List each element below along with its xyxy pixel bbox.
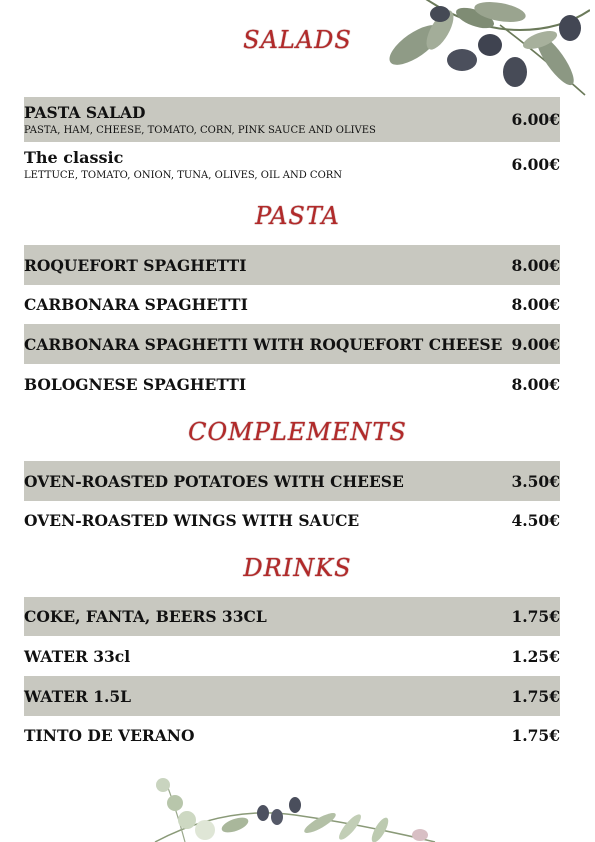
item-price: 8.00€ <box>511 374 560 394</box>
item-name: The classic <box>24 148 124 167</box>
item-name: TINTO DE VERANO <box>24 726 195 745</box>
item-name: CARBONARA SPAGHETTI WITH ROQUEFORT CHEESE <box>24 334 503 354</box>
item-price: 8.00€ <box>511 255 560 275</box>
menu-item-oven-potatoes <box>24 461 560 501</box>
item-description: LETTUCE, TOMATO, ONION, TUNA, OLIVES, OIL AND CORN <box>24 170 343 181</box>
section-title-complements: COMPLEMENTS <box>188 418 407 446</box>
item-name: COKE, FANTA, BEERS 33CL <box>24 607 267 626</box>
item-price: 6.00€ <box>511 155 560 174</box>
item-name: WATER 33cl <box>24 646 131 666</box>
menu-item-tinto-de-verano <box>24 716 560 755</box>
menu-item-carbonara-spaghetti <box>24 285 560 324</box>
section-title-drinks: DRINKS <box>243 554 352 582</box>
item-price: 6.00€ <box>511 110 560 129</box>
item-price: 3.50€ <box>511 471 560 491</box>
menu-item-the-classic <box>24 142 560 187</box>
item-name: OVEN-ROASTED POTATOES WITH CHEESE <box>24 471 404 491</box>
item-name: PASTA SALAD <box>24 103 146 122</box>
item-name: WATER 1.5L <box>24 686 132 706</box>
section-title-pasta: PASTA <box>255 202 340 230</box>
section-title-salads: SALADS <box>243 26 352 54</box>
item-name: OVEN-ROASTED WINGS WITH SAUCE <box>24 511 360 530</box>
menu-item-water-33cl <box>24 636 560 676</box>
menu-item-oven-wings <box>24 501 560 540</box>
menu-item-pasta-salad <box>24 97 560 142</box>
item-price: 1.75€ <box>511 607 560 626</box>
menu-item-bolognese-spaghetti <box>24 364 560 404</box>
item-price: 4.50€ <box>511 511 560 530</box>
item-price: 8.00€ <box>511 295 560 314</box>
item-price: 9.00€ <box>511 334 560 354</box>
item-name: ROQUEFORT SPAGHETTI <box>24 255 247 275</box>
menu-item-coke-fanta-beers <box>24 597 560 636</box>
menu-item-carbonara-roquefort <box>24 324 560 364</box>
item-description: PASTA, HAM, CHEESE, TOMATO, CORN, PINK SAUCE AND OLIVES <box>24 125 376 136</box>
menu-item-water-1-5l <box>24 676 560 716</box>
item-name: CARBONARA SPAGHETTI <box>24 295 248 314</box>
item-name: BOLOGNESE SPAGHETTI <box>24 374 247 394</box>
menu-item-roquefort-spaghetti <box>24 245 560 285</box>
item-price: 1.75€ <box>511 686 560 706</box>
floral-garland-icon <box>145 775 445 842</box>
item-price: 1.75€ <box>511 726 560 745</box>
item-price: 1.25€ <box>511 646 560 666</box>
